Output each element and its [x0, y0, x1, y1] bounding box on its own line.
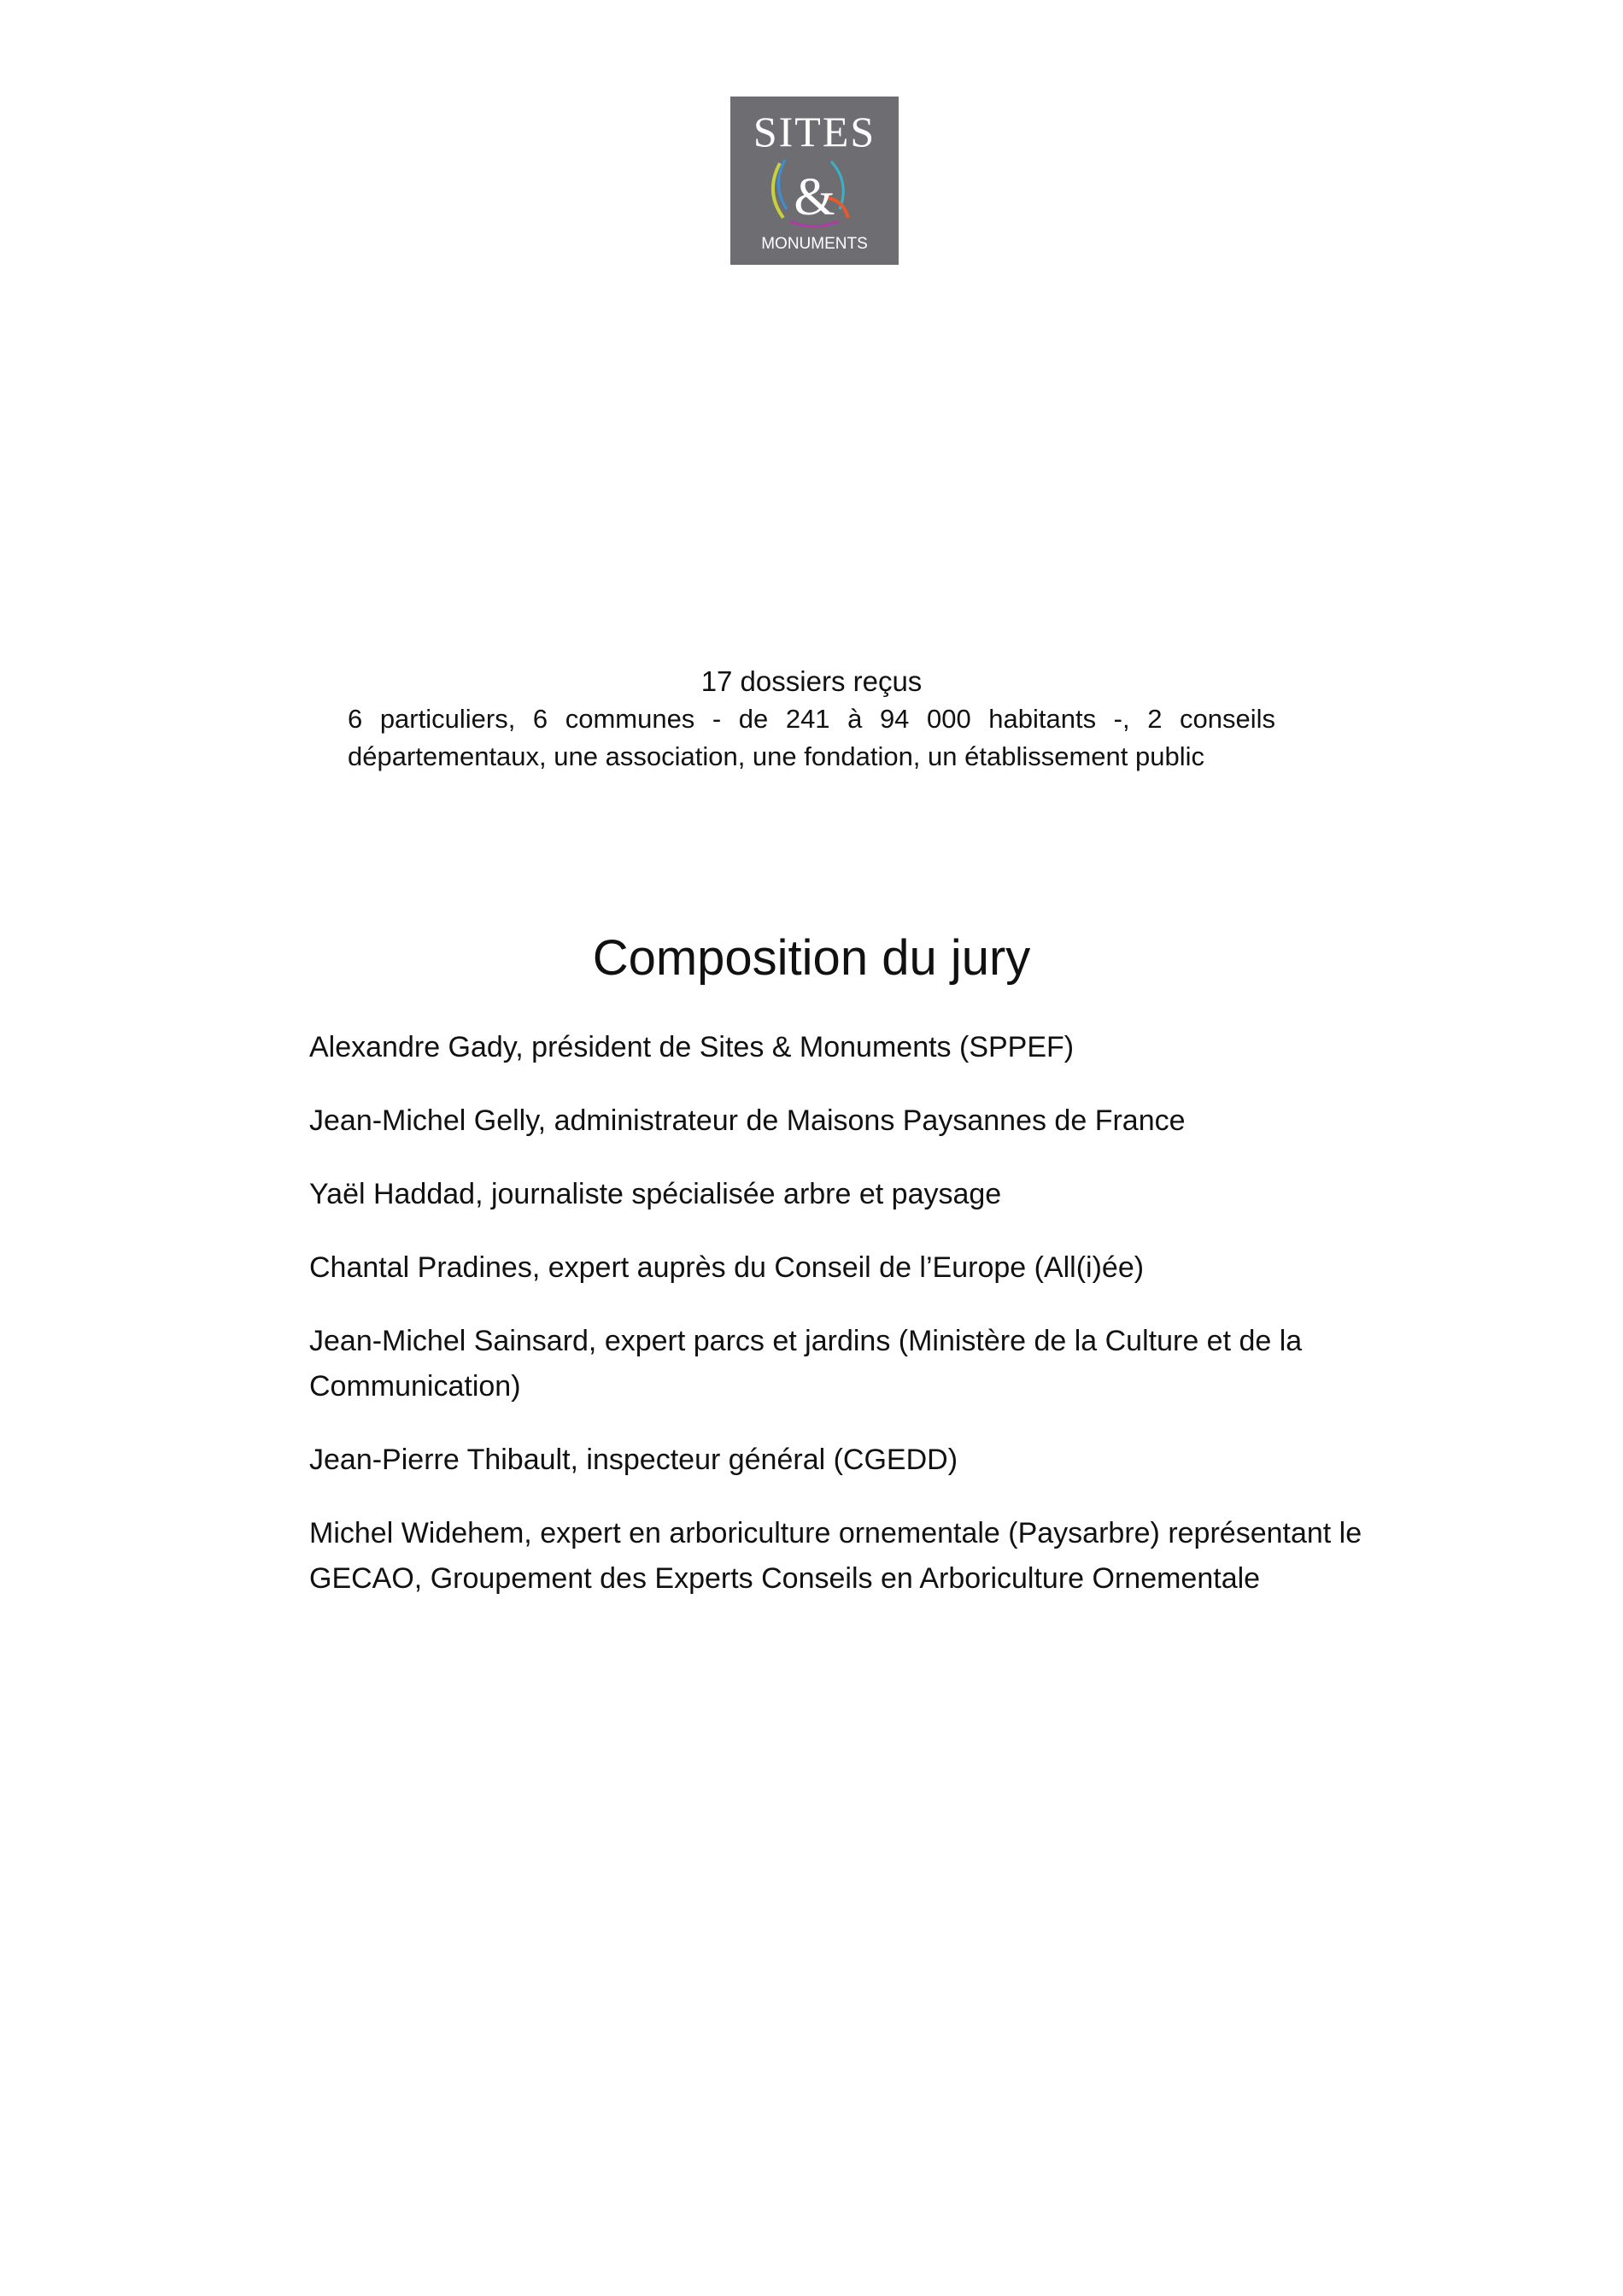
jury-list: [309, 1025, 1420, 1630]
logo-monuments-text: MONUMENTS: [761, 235, 868, 253]
submissions-count: 17 dossiers reçus: [700, 665, 923, 697]
sites-et-monuments-logo: [730, 97, 899, 265]
jury-member: Jean-Michel Sainsard, expert parcs et jardins (Ministère de la Culture et de la Communication): [309, 1325, 1303, 1403]
logo-graphic: [730, 97, 899, 265]
submissions-breakdown: 6 particuliers, 6 communes - de 241 à 94 000 habitants -, 2 conseils départementaux, une association, une fondation, un établissement public: [348, 704, 1275, 771]
jury-member: Alexandre Gady, président de Sites & Monuments (SPPEF): [309, 1031, 1075, 1063]
logo-ampersand: &: [794, 168, 835, 226]
submissions-summary: [348, 663, 1275, 776]
jury-member: Michel Widehem, expert en arboriculture ornementale (Paysarbre) représentant le GECAO, Groupement des Experts Conseils en Arboriculture Ornementale: [309, 1517, 1362, 1595]
logo-swoosh-blue: [778, 160, 787, 209]
jury-member: Jean-Pierre Thibault, inspecteur général (CGEDD): [309, 1444, 958, 1476]
jury-member: Chantal Pradines, expert auprès du Conseil de l’Europe (All(i)ée): [309, 1251, 1145, 1284]
jury-member: Jean-Michel Gelly, administrateur de Maisons Paysannes de France: [309, 1104, 1186, 1137]
page-title: Composition du jury: [592, 930, 1031, 986]
logo-sites-text: SITES: [753, 108, 876, 155]
jury-member: Yaël Haddad, journaliste spécialisée arbre et paysage: [309, 1178, 1002, 1210]
